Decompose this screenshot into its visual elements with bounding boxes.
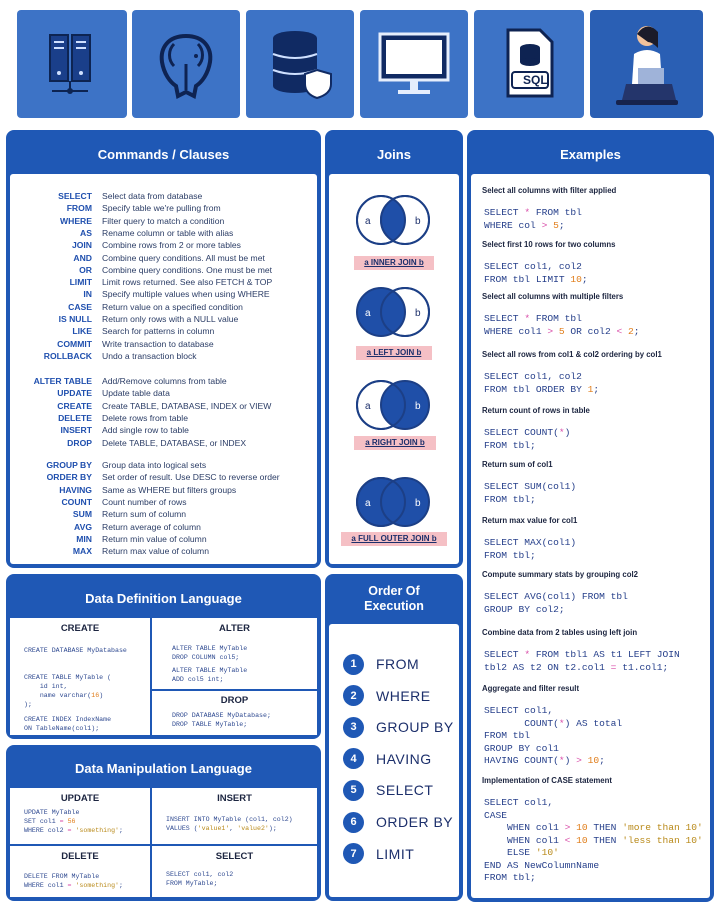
example-code <box>484 427 570 452</box>
code-line: SELECT col1, col2 <box>166 871 234 878</box>
dml-title: Data Manipulation Language <box>75 761 252 776</box>
command-keyword: FROM <box>66 203 92 214</box>
ddl-alter-add-code <box>172 666 247 684</box>
command-row <box>10 301 310 313</box>
command-keyword: COMMIT <box>57 338 92 349</box>
command-row <box>10 412 310 424</box>
order-step-label: WHERE <box>376 687 431 704</box>
code-line: SELECT col1, <box>484 797 554 808</box>
command-keyword: CREATE <box>57 400 92 411</box>
example-heading: Combine data from 2 tables using left join <box>482 628 638 637</box>
venn-b-label: b <box>415 216 421 227</box>
command-row <box>10 288 310 300</box>
joins-title: Joins <box>377 147 411 162</box>
code-line: FROM tbl <box>484 730 531 741</box>
dml-select-code <box>166 870 233 888</box>
code-line: ADD col5 int; <box>172 676 224 683</box>
command-description: Group data into logical sets <box>102 460 207 470</box>
code-line: SELECT * FROM tbl <box>484 207 582 218</box>
dml-update-box <box>10 788 150 844</box>
server-icon <box>34 29 110 99</box>
command-description: Filter query to match a condition <box>102 215 225 226</box>
dml-update-title: UPDATE <box>60 793 100 804</box>
command-row <box>10 496 310 508</box>
command-description: Count number of rows <box>102 496 187 507</box>
code-line: FROM tbl ORDER BY 1; <box>484 383 600 395</box>
order-step <box>343 779 433 801</box>
example-code <box>484 207 582 232</box>
server-tile <box>17 10 127 118</box>
code-line: tbl2 AS t2 ON t2.col1 = t1.col1; <box>484 661 669 673</box>
example-heading: Aggregate and filter result <box>482 684 580 693</box>
command-row <box>10 264 310 276</box>
code-line: WHEN col1 < 10 THEN 'less than 10' <box>484 834 703 846</box>
left-join-venn <box>351 284 435 340</box>
order-step-label: SELECT <box>376 782 434 799</box>
ddl-create-title: CREATE <box>60 623 100 634</box>
command-keyword: WHERE <box>60 215 92 226</box>
examples-list <box>471 174 710 898</box>
code-line: HAVING COUNT(*) > 10; <box>484 755 605 766</box>
command-description: Delete rows from table <box>102 412 188 423</box>
command-keyword: DELETE <box>58 412 92 423</box>
command-description: Set order of result. Use DESC to reverse order <box>102 472 280 483</box>
command-keyword: MAX <box>72 546 92 557</box>
code-line: CASE <box>484 809 508 821</box>
code-line: END AS NewColumnName <box>484 859 600 871</box>
command-description: Add/Remove columns from table <box>102 376 227 386</box>
command-keyword: COUNT <box>61 496 92 507</box>
monitor-tile <box>360 10 468 118</box>
command-description: Add single row to table <box>102 425 189 436</box>
command-keyword: AND <box>73 252 92 263</box>
order-title-line2: Execution <box>364 599 424 613</box>
command-description: Specify multiple values when using WHERE <box>102 289 270 300</box>
command-row <box>10 338 310 350</box>
order-step-number: 4 <box>343 748 364 769</box>
code-line: GROUP BY col1 <box>484 742 559 754</box>
command-row <box>10 190 310 202</box>
examples-title: Examples <box>560 147 621 162</box>
example-heading: Return sum of col1 <box>482 460 553 469</box>
dml-insert-code <box>166 815 293 833</box>
dml-insert-box <box>152 788 317 844</box>
order-step <box>343 685 431 707</box>
code-line: FROM tbl; <box>484 439 536 451</box>
code-line: UPDATE MyTable <box>24 809 80 816</box>
venn-a-label: a <box>365 308 371 319</box>
command-description: Combine query conditions. One must be met <box>102 264 273 275</box>
command-keyword: IN <box>83 289 92 300</box>
inner-join-label: a INNER JOIN b <box>354 256 434 270</box>
person-laptop-icon <box>602 18 692 110</box>
dml-insert-title: INSERT <box>217 793 252 804</box>
example-heading: Select all columns with multiple filters <box>482 292 624 301</box>
code-line: SELECT SUM(col1) <box>484 481 577 492</box>
command-row <box>10 400 310 412</box>
command-row <box>10 313 310 325</box>
example-heading: Return max value for col1 <box>482 516 578 525</box>
command-row <box>10 202 310 214</box>
joins-panel <box>325 130 463 568</box>
ddl-create-db-code <box>24 646 127 655</box>
right-join-label: a RIGHT JOIN b <box>354 436 436 450</box>
command-keyword: ORDER BY <box>46 472 92 483</box>
command-keyword: SUM <box>72 509 92 520</box>
code-line: WHEN col1 > 10 THEN 'more than 10' <box>484 822 703 833</box>
database-shield-icon <box>261 26 339 102</box>
code-line: VALUES ('value1', 'value2'); <box>166 825 277 832</box>
full-outer-join-label: a FULL OUTER JOIN b <box>341 532 447 546</box>
command-description: Return sum of column <box>102 509 187 520</box>
order-step <box>343 716 454 738</box>
code-line: DROP COLUMN col5; <box>172 654 240 661</box>
code-line: WHERE col2 = 'something'; <box>24 827 123 834</box>
inner-join-venn <box>351 192 435 248</box>
command-keyword: ALTER TABLE <box>33 376 92 386</box>
command-keyword: JOIN <box>71 240 92 251</box>
code-line: FROM MyTable; <box>166 880 218 887</box>
example-code <box>484 649 680 674</box>
order-step-label: LIMIT <box>376 845 415 862</box>
command-row <box>10 375 310 387</box>
order-step <box>343 748 432 770</box>
order-step <box>343 811 453 833</box>
order-panel <box>325 574 463 901</box>
right-join-venn <box>351 377 435 433</box>
command-row <box>10 276 310 288</box>
ddl-drop-box <box>152 691 317 735</box>
venn-b-label: b <box>415 498 421 509</box>
code-line: id int, <box>24 683 68 690</box>
command-description: Select data from database <box>102 191 203 201</box>
code-line: DROP DATABASE MyDatabase; <box>172 712 271 719</box>
database-tile <box>246 10 354 118</box>
command-row <box>10 437 310 449</box>
left-join-label: a LEFT JOIN b <box>356 346 432 360</box>
ddl-panel <box>6 574 321 739</box>
order-step-label: ORDER BY <box>376 814 454 830</box>
code-line: FROM tbl; <box>484 549 536 561</box>
person-tile <box>590 10 703 118</box>
example-code <box>484 313 640 338</box>
code-line: FROM tbl; <box>484 872 536 883</box>
ddl-alter-title: ALTER <box>219 623 250 634</box>
code-line: WHERE col > 5; <box>484 219 565 231</box>
code-line: SELECT * FROM tbl <box>484 313 582 324</box>
code-line: SET col1 = 56 <box>24 818 76 825</box>
code-line: COUNT(*) AS total <box>484 717 623 729</box>
example-heading: Select all columns with filter applied <box>482 186 617 195</box>
ddl-drop-title: DROP <box>220 695 249 706</box>
order-step-number: 3 <box>343 717 364 738</box>
command-row <box>10 533 310 545</box>
command-keyword: SELECT <box>58 191 92 201</box>
commands-title: Commands / Clauses <box>97 147 230 162</box>
dml-delete-box <box>10 846 150 897</box>
example-heading: Select first 10 rows for two columns <box>482 240 616 249</box>
command-keyword: HAVING <box>59 484 92 495</box>
code-line: CREATE DATABASE MyDatabase <box>24 647 127 654</box>
command-keyword: AVG <box>74 521 92 532</box>
command-keyword: OR <box>79 264 92 275</box>
command-row <box>10 424 310 436</box>
command-description: Specify table we're pulling from <box>102 203 221 214</box>
command-description: Update table data <box>102 388 170 399</box>
command-description: Same as WHERE but filters groups <box>102 484 237 495</box>
command-keyword: ROLLBACK <box>43 350 92 361</box>
code-line: ); <box>24 701 32 708</box>
command-description: Delete TABLE, DATABASE, or INDEX <box>102 437 247 448</box>
command-row <box>10 545 310 557</box>
command-description: Return only rows with a NULL value <box>102 314 239 324</box>
command-row <box>10 227 310 239</box>
monitor-icon <box>374 28 454 100</box>
code-line: ELSE '10' <box>484 847 559 858</box>
command-keyword: DROP <box>67 437 92 448</box>
code-line: FROM tbl; <box>484 493 536 505</box>
code-line: CREATE TABLE MyTable ( <box>24 674 112 681</box>
command-row <box>10 459 310 471</box>
example-code <box>484 481 576 506</box>
example-heading: Implementation of CASE statement <box>482 776 612 785</box>
venn-a-label: a <box>365 216 371 227</box>
command-description: Return average of column <box>102 521 201 532</box>
code-line: SELECT col1, col2 <box>484 371 582 382</box>
order-step-label: FROM <box>376 656 420 672</box>
order-step <box>343 843 414 865</box>
sql-badge-text: SQL <box>523 73 548 87</box>
commands-list <box>10 174 317 564</box>
command-keyword: GROUP BY <box>46 460 92 470</box>
command-keyword: IS NULL <box>58 314 92 324</box>
command-keyword: INSERT <box>60 425 92 436</box>
order-step-number: 5 <box>343 780 364 801</box>
command-description: Write transaction to database <box>102 338 214 349</box>
ddl-alter-box <box>152 618 317 689</box>
example-heading: Select all rows from col1 & col2 ordering by col1 <box>482 350 662 359</box>
venn-b-label: b <box>415 401 421 412</box>
order-step-label: HAVING <box>376 750 432 767</box>
code-line: GROUP BY col2; <box>484 603 565 615</box>
command-row <box>10 521 310 533</box>
order-list <box>329 624 459 897</box>
order-step-number: 7 <box>343 843 364 864</box>
sql-tile <box>474 10 584 118</box>
code-line: SELECT col1, col2 <box>484 261 582 272</box>
example-code <box>484 591 628 616</box>
command-row <box>10 387 310 399</box>
order-step-label: GROUP BY <box>376 719 454 736</box>
code-line: CREATE INDEX IndexName <box>24 716 112 723</box>
command-row <box>10 508 310 520</box>
command-description: Search for patterns in column <box>102 326 215 337</box>
command-description: Undo a transaction block <box>102 350 197 361</box>
command-keyword: AS <box>80 227 92 238</box>
command-keyword: CASE <box>68 301 92 312</box>
code-line: ALTER TABLE MyTable <box>172 667 248 674</box>
command-row <box>10 215 310 227</box>
command-row <box>10 325 310 337</box>
ddl-create-box <box>10 618 150 735</box>
dml-update-code <box>24 808 123 835</box>
code-line: WHERE col1 > 5 OR col2 < 2; <box>484 325 640 337</box>
example-heading: Return count of rows in table <box>482 406 590 415</box>
command-row <box>10 252 310 264</box>
example-code <box>484 261 588 286</box>
code-line: SELECT AVG(col1) FROM tbl <box>484 591 628 602</box>
command-description: Return max value of column <box>102 546 209 557</box>
order-step <box>343 653 419 675</box>
code-line: DELETE FROM MyTable <box>24 873 100 880</box>
command-keyword: MIN <box>76 533 92 544</box>
command-keyword: LIKE <box>72 326 92 337</box>
command-keyword: UPDATE <box>57 388 92 399</box>
ddl-drop-code <box>172 711 271 729</box>
command-row <box>10 484 310 496</box>
code-line: WHERE col1 = 'something'; <box>24 882 123 889</box>
example-code <box>484 371 599 396</box>
dml-delete-code <box>24 872 123 890</box>
sql-file-icon <box>494 24 564 104</box>
postgres-tile <box>132 10 240 118</box>
code-line: SELECT COUNT(*) <box>484 427 571 438</box>
venn-a-label: a <box>365 401 371 412</box>
example-heading: Compute summary stats by grouping col2 <box>482 570 638 579</box>
command-description: Combine rows from 2 or more tables <box>102 240 241 251</box>
dml-panel <box>6 745 321 901</box>
venn-b-label: b <box>415 308 421 319</box>
joins-list <box>329 174 459 564</box>
ddl-create-table-code <box>24 673 111 709</box>
command-description: Return value on a specified condition <box>102 301 243 312</box>
dml-select-box <box>152 846 317 897</box>
dml-select-title: SELECT <box>215 851 254 862</box>
venn-a-label: a <box>365 498 371 509</box>
examples-panel <box>467 130 714 902</box>
dml-delete-title: DELETE <box>61 851 99 862</box>
code-line: ON TableName(col1); <box>24 725 100 732</box>
order-step-number: 6 <box>343 812 364 833</box>
command-row <box>10 471 310 483</box>
code-line: SELECT * FROM tbl1 AS t1 LEFT JOIN <box>484 649 680 660</box>
code-line: SELECT MAX(col1) <box>484 537 577 548</box>
ddl-create-index-code <box>24 715 111 733</box>
code-line: INSERT INTO MyTable (col1, col2) <box>166 816 293 823</box>
command-row <box>10 350 310 362</box>
ddl-alter-drop-code <box>172 644 247 662</box>
command-description: Rename column or table with alias <box>102 227 234 238</box>
command-description: Combine query conditions. All must be met <box>102 252 265 263</box>
order-title-line1: Order Of <box>368 584 420 598</box>
code-line: DROP TABLE MyTable; <box>172 721 248 728</box>
example-code <box>484 537 576 562</box>
ddl-title: Data Definition Language <box>85 591 242 606</box>
full-outer-join-venn <box>351 474 435 530</box>
command-keyword: LIMIT <box>69 277 92 288</box>
command-description: Create TABLE, DATABASE, INDEX or VIEW <box>102 400 272 411</box>
order-step-number: 1 <box>343 654 364 675</box>
example-code <box>484 797 703 885</box>
code-line: FROM tbl LIMIT 10; <box>484 273 588 285</box>
commands-panel <box>6 130 321 568</box>
code-line: name varchar(16) <box>24 692 104 699</box>
command-description: Return min value of column <box>102 533 207 544</box>
command-row <box>10 239 310 251</box>
command-description: Limit rows returned. See also FETCH & TOP <box>102 277 273 288</box>
code-line: ALTER TABLE MyTable <box>172 645 248 652</box>
order-step-number: 2 <box>343 685 364 706</box>
code-line: SELECT col1, <box>484 705 554 716</box>
example-code <box>484 705 622 768</box>
postgres-elephant-icon <box>146 24 226 104</box>
